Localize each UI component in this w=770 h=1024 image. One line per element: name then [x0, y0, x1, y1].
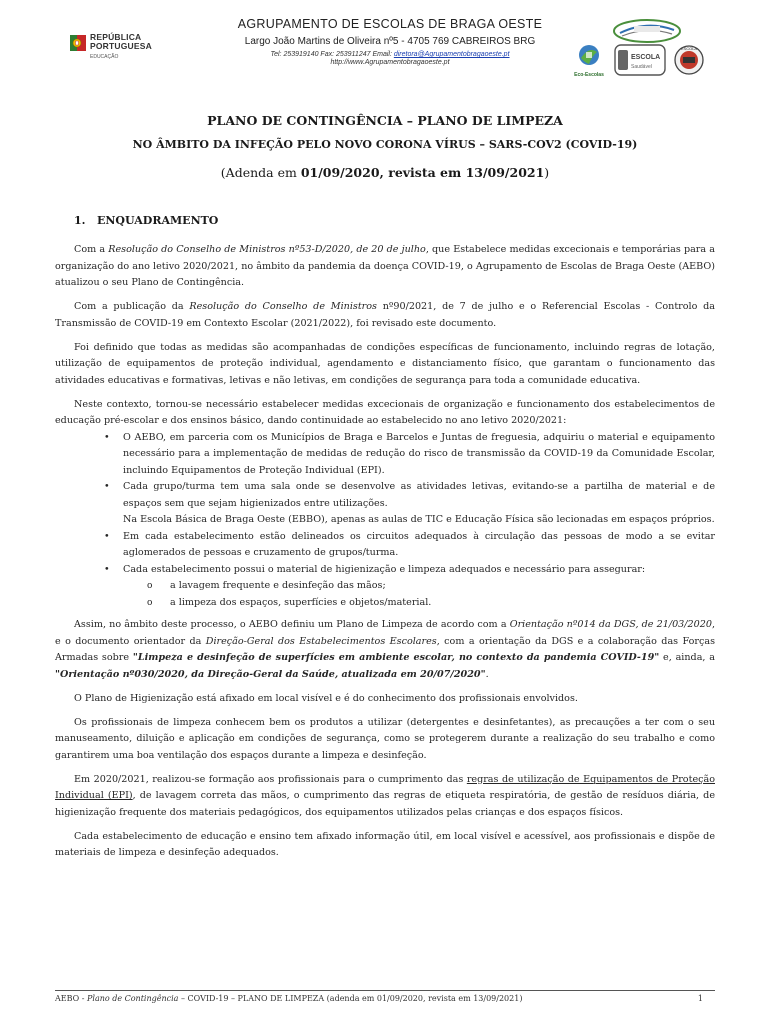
list-item: • Em cada estabelecimento estão delineados os circuitos adequados à circulação das pessoas de modo a se evitar aglomerados de pessoas e cruzamento de grupos/turma.: [55, 529, 715, 562]
agrupamento-logo-icon: [612, 18, 682, 44]
svg-text:ESCOLA: ESCOLA: [631, 54, 661, 61]
paragraph-7: Os profissionais de limpeza conhecem bem os produtos a utilizar (detergentes e desinfetantes), as precauções a ter com o seu manuseamento, diluição e aplicação em condições de segurança, como se protegerem durante a realização do seu trabalho e como garantirem uma boa ventilação dos espaços durante a limpeza e desinfeção.: [55, 716, 715, 761]
school-contacts: [180, 51, 600, 58]
p5-guide-title: "Limpeza e desinfeção de superfícies em ambiente escolar, no contexto da pandemia COVID-19": [132, 652, 660, 663]
p5-dgs-orientation: Orientação nº014 da DGS, de 21/03/2020: [509, 619, 712, 630]
document-body: [55, 242, 715, 869]
document-subtitle: NO ÂMBITO DA INFEÇÃO PELO NOVO CORONA VÍRUS – SARS-COV2 (COVID-19): [132, 138, 638, 151]
p8-text-a: Em 2020/2021, realizou-se formação aos profissionais para o cumprimento das: [74, 773, 467, 785]
revision-post: ): [544, 165, 550, 180]
eco-escolas-icon: [574, 44, 604, 66]
document-revision: [0, 165, 770, 180]
website-link[interactable]: http://www.Agrupamentobragaoeste.pt: [330, 59, 450, 66]
paragraph-6: O Plano de Higienização está afixado em local visível e é do conhecimento dos profissionais envolvidos.: [74, 692, 578, 704]
list-item: [55, 562, 715, 612]
p1-resolution-ref: Resolução do Conselho de Ministros nº53-D/2020, de 20 de julho: [108, 244, 426, 255]
p2-text-c: nº90/2021, de 7 de julho e o Referencial Escolas - Controlo da Transmissão de COVID-19 em Contexto Escolar (2021/2022), foi revisado este documento.: [55, 301, 716, 329]
p5-text-i: .: [485, 668, 489, 680]
document-title: PLANO DE CONTINGÊNCIA – PLANO DE LIMPEZA: [207, 113, 563, 128]
republica-line1: REPÚBLICA: [90, 32, 142, 42]
sublist-item: o a lavagem frequente e desinfeção das mãos;: [123, 578, 715, 595]
republica-line2: PORTUGUESA: [90, 41, 152, 51]
p1-text-a: Com a: [74, 244, 109, 255]
footer-pre: AEBO -: [55, 994, 87, 1003]
p5-orientation-030: "Orientação nº030/2020, da Direção-Geral da Saúde, atualizada em 20/07/2020": [55, 668, 486, 680]
paragraph-3: Foi definido que todas as medidas são acompanhadas de condições específicas de funcionamento, incluindo regras de lotação, utilização de equipamentos de proteção individual, agendamento e distanciamento físico, que garantam o funcionamento das atividades educativas e formativas, letivas e não letivas, em condições de segurança para toda a comunidade educativa.: [55, 341, 715, 386]
school-address: Largo João Martins de Oliveira nº5 - 4705 769 CABREIROS BRG: [244, 36, 536, 47]
paragraph-4: Neste contexto, tornou-se necessário estabelecer medidas excecionais de organização e funcionamento dos estabelecimentos de educação pré-escolar e dos ensinos básico, dando continuidade ao estabelecido no ano letivo 2020/2021:: [55, 398, 715, 426]
list-item: • O AEBO, em parceria com os Municípios de Braga e Barcelos e Juntas de freguesia, adquiriu o material e equipamento necessário para a implementação de medidas de redução do risco de transmissão da COVID-19 da Comunidade Escolar, incluindo Equipamentos de Proteção Individual (EPI).: [55, 430, 715, 480]
paragraph-9: Cada estabelecimento de educação e ensino tem afixado informação útil, em local visível e acessível, aos profissionais e dispõe de materiais de limpeza e desinfeção adequados.: [55, 830, 715, 858]
p1-text-c: , que Estabelece medidas excecionais e temporárias para a organização do ano letivo 2020/2021, no âmbito da pandemia da doença COVID-19, o Agrupamento de Escolas de Braga Oeste (AEBO) atualizou o seu Plano de Contingência.: [55, 244, 715, 288]
measures-list: [55, 430, 715, 612]
paragraph-5: [55, 617, 715, 683]
republica-sub: EDUCAÇÃO: [90, 54, 119, 60]
partner-seal-icon: [672, 44, 706, 76]
page-number: 1: [697, 994, 703, 1003]
page-footer: [55, 994, 715, 1003]
section-title: ENQUADRAMENTO: [96, 214, 219, 227]
footer-post: – COVID-19 – PLANO DE LIMPEZA (adenda em 01/09/2020, revista em 13/09/2021): [178, 994, 523, 1003]
paragraph-8: [55, 772, 715, 822]
section-heading: [74, 214, 218, 227]
p8-epi-rules: regras de utilização de Equipamentos de Proteção Individual (EPI): [55, 773, 715, 801]
revision-dates: 01/09/2020, revista em 13/09/2021: [300, 165, 545, 180]
svg-text:Saudável: Saudável: [631, 64, 652, 70]
footer-italic: Plano de Contingência: [87, 994, 179, 1003]
p2-resolution-ref: Resolução do Conselho de Ministros: [189, 301, 377, 312]
contacts-text: Tel: 253919140 Fax: 253911247 Email:: [270, 51, 394, 58]
selo-escola-saudavel-icon: [614, 44, 666, 76]
bullet2-text: Cada grupo/turma tem uma sala onde se desenvolve as atividades letivas, evitando-se a partilha de material e de espaços sem que sejam higienizados entre utilizações.: [123, 481, 715, 509]
school-name: AGRUPAMENTO DE ESCOLAS DE BRAGA OESTE: [237, 17, 543, 31]
p2-text-a: Com a publicação da: [74, 301, 190, 312]
p5-text-c: , e o documento orientador da: [55, 619, 715, 647]
coat-of-arms-icon: [68, 32, 88, 56]
republica-portuguesa-logo: [68, 30, 158, 66]
paragraph-1: [55, 242, 715, 292]
sublist-item: o a limpeza dos espaços, superfícies e objetos/material.: [123, 595, 715, 612]
p5-text-a: Assim, no âmbito deste processo, o AEBO definiu um Plano de Limpeza de acordo com a: [74, 619, 510, 630]
school-header: [180, 17, 600, 66]
email-link[interactable]: diretora@Agrupamentobragaoeste.pt: [393, 51, 510, 58]
footer-divider: [55, 990, 715, 991]
bullet4-text: Cada estabelecimento possui o material de higienização e limpeza adequados e necessário para assegurar:: [123, 563, 646, 575]
paragraph-2: [55, 299, 715, 332]
revision-pre: (Adenda em: [220, 165, 301, 180]
p8-text-c: , de lavagem correta das mãos, o cumprimento das regras de etiqueta respiratória, de gestão de resíduos diária, de higienização frequente dos materiais pedagógicos, dos equipamentos utilizados pelas crianças e dos espaços físicos.: [55, 790, 715, 818]
bullet2-continuation: Na Escola Básica de Braga Oeste (EBBO), apenas as aulas de TIC e Educação Física são lecionadas em espaços próprios.: [123, 514, 715, 525]
eco-escolas-label: Eco-Escolas: [574, 72, 604, 78]
hygiene-sublist: [123, 578, 715, 611]
section-number: 1.: [74, 214, 86, 227]
p5-text-e: , com a orientação da DGS e a colaboração das Forças Armadas sobre: [55, 635, 715, 663]
p5-dgeste-ref: Direção-Geral dos Estabelecimentos Escolares: [205, 635, 437, 647]
p5-text-g: e, ainda, a: [659, 652, 715, 663]
svg-text:ESCOLA: ESCOLA: [680, 46, 698, 51]
eco-escolas-logo: [568, 44, 610, 76]
list-item: [55, 479, 715, 529]
